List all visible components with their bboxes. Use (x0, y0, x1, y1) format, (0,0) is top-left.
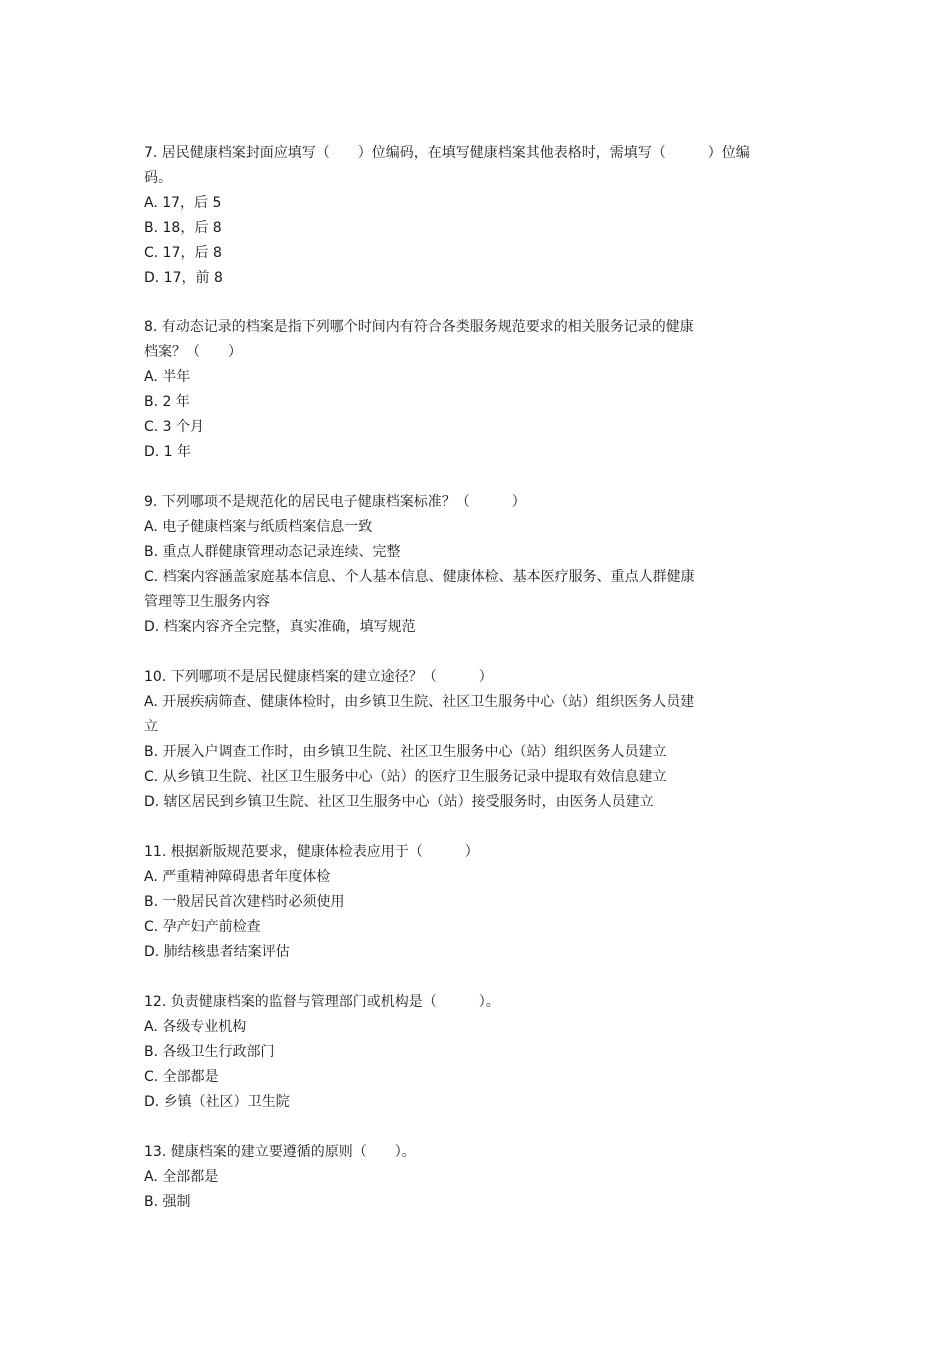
option-c: C. 从乡镇卫生院、社区卫生服务中心（站）的医疗卫生服务记录中提取有效信息建立 (144, 769, 667, 785)
option-b: B. 2 年 (144, 394, 190, 410)
question-stem-line: 8. 有动态记录的档案是指下列哪个时间内有符合各类服务规范要求的相关服务记录的健康 (144, 319, 694, 335)
option-c: C. 档案内容涵盖家庭基本信息、个人基本信息、健康体检、基本医疗服务、重点人群健康 (144, 569, 695, 585)
option-a: A. 开展疾病筛查、健康体检时，由乡镇卫生院、社区卫生服务中心（站）组织医务人员建 (144, 694, 695, 710)
question-stem-line: 7. 居民健康档案封面应填写（ ）位编码，在填写健康档案其他表格时，需填写（ ）位编 (144, 145, 750, 161)
question-13 (144, 1140, 824, 1215)
question-stem-line: 9. 下列哪项不是规范化的居民电子健康档案标准？（ ） (144, 494, 526, 510)
option-d: D. 17，前 8 (144, 270, 223, 286)
question-8 (144, 315, 824, 465)
question-stem-line: 10. 下列哪项不是居民健康档案的建立途径？（ ） (144, 669, 493, 685)
question-7 (144, 141, 824, 291)
question-stem-line: 码。 (144, 170, 172, 186)
option-d: D. 肺结核患者结案评估 (144, 944, 290, 960)
option-c: C. 孕产妇产前检查 (144, 919, 261, 935)
option-a: A. 各级专业机构 (144, 1019, 247, 1035)
option-b: B. 开展入户调查工作时，由乡镇卫生院、社区卫生服务中心（站）组织医务人员建立 (144, 744, 667, 760)
question-stem-line: 12. 负责健康档案的监督与管理部门或机构是（ ）。 (144, 994, 500, 1010)
question-stem-line: 13. 健康档案的建立要遵循的原则（ ）。 (144, 1144, 416, 1160)
option-d: D. 乡镇（社区）卫生院 (144, 1094, 290, 1110)
option-a-continued: 立 (144, 719, 158, 735)
option-b: B. 18，后 8 (144, 220, 222, 236)
option-a: A. 17，后 5 (144, 195, 222, 211)
option-c-continued: 管理等卫生服务内容 (144, 594, 270, 610)
option-b: B. 一般居民首次建档时必须使用 (144, 894, 345, 910)
option-b: B. 强制 (144, 1194, 191, 1210)
question-11 (144, 840, 824, 965)
option-b: B. 各级卫生行政部门 (144, 1044, 275, 1060)
question-12 (144, 990, 824, 1115)
option-c: C. 全部都是 (144, 1069, 219, 1085)
option-a: A. 严重精神障碍患者年度体检 (144, 869, 331, 885)
option-d: D. 辖区居民到乡镇卫生院、社区卫生服务中心（站）接受服务时，由医务人员建立 (144, 794, 654, 810)
option-a: A. 电子健康档案与纸质档案信息一致 (144, 519, 373, 535)
option-a: A. 全部都是 (144, 1169, 219, 1185)
option-d: D. 档案内容齐全完整，真实准确，填写规范 (144, 619, 416, 635)
question-stem-line: 档案？（ ） (144, 344, 242, 360)
question-stem-line: 11. 根据新版规范要求，健康体检表应用于（ ） (144, 844, 479, 860)
question-9 (144, 490, 824, 640)
option-d: D. 1 年 (144, 444, 192, 460)
question-10 (144, 665, 824, 815)
option-c: C. 17，后 8 (144, 245, 222, 261)
option-c: C. 3 个月 (144, 419, 205, 435)
option-a: A. 半年 (144, 369, 191, 385)
option-b: B. 重点人群健康管理动态记录连续、完整 (144, 544, 401, 560)
